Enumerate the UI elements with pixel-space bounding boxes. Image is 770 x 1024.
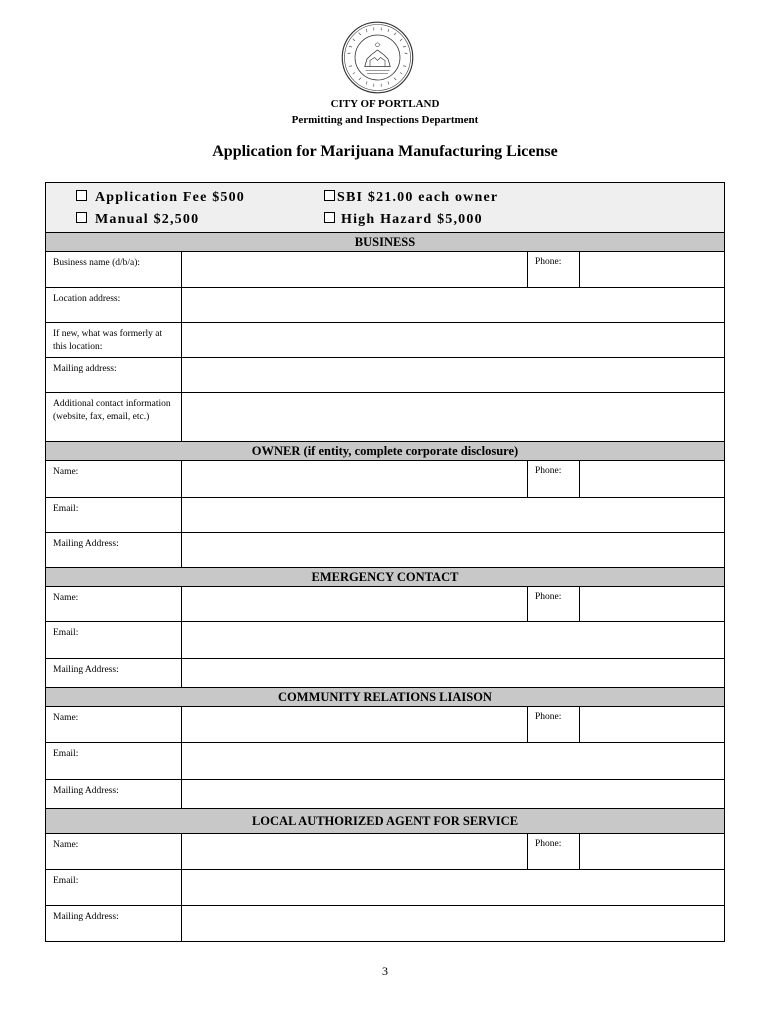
business-phone-field[interactable] (579, 252, 724, 287)
fee-option-high-hazard[interactable] (324, 212, 483, 228)
location-address-row (46, 288, 724, 323)
page-number: 3 (382, 964, 388, 978)
fee-label: SBI $21.00 each owner (337, 190, 499, 205)
owner-name-field[interactable] (182, 461, 527, 497)
agent-mailing-field[interactable] (182, 906, 724, 941)
fee-label: Application Fee $500 (95, 190, 245, 205)
section-heading-liaison: COMMUNITY RELATIONS LIAISON (46, 688, 724, 707)
business-mailing-row (46, 358, 724, 393)
section-heading-owner: OWNER (if entity, complete corporate disclosure) (46, 442, 724, 461)
emergency-name-field[interactable] (182, 587, 527, 621)
field-label: Email: (46, 743, 182, 779)
field-label: Name: (46, 834, 182, 869)
field-label: Location address: (46, 288, 182, 322)
liaison-phone-field[interactable] (579, 707, 724, 742)
fee-option-application[interactable] (76, 190, 245, 206)
owner-email-field[interactable] (182, 498, 724, 532)
fee-label: Manual $2,500 (95, 212, 200, 227)
liaison-email-row (46, 743, 724, 780)
former-use-row (46, 323, 724, 358)
field-label: Mailing Address: (46, 533, 182, 567)
field-label: Email: (46, 622, 182, 658)
field-label: Mailing address: (46, 358, 182, 392)
business-name-row (46, 252, 724, 288)
emergency-mailing-field[interactable] (182, 659, 724, 687)
section-heading-business: BUSINESS (46, 233, 724, 252)
city-name: CITY OF PORTLAND (330, 98, 440, 110)
fee-options (46, 183, 724, 233)
department-name: Permitting and Inspections Department (291, 114, 479, 126)
owner-email-row (46, 498, 724, 533)
field-label: Name: (46, 587, 182, 621)
former-use-field[interactable] (182, 323, 724, 357)
fee-option-sbi[interactable] (324, 190, 498, 206)
owner-phone-field[interactable] (579, 461, 724, 497)
emergency-phone-field[interactable] (579, 587, 724, 621)
additional-contact-field[interactable] (182, 393, 724, 441)
field-label: If new, what was formerly at this location: (46, 323, 182, 357)
field-label: Mailing Address: (46, 780, 182, 808)
liaison-mailing-row (46, 780, 724, 809)
emergency-mailing-row (46, 659, 724, 688)
field-label: Email: (46, 498, 182, 532)
checkbox-icon[interactable] (76, 190, 87, 201)
owner-mailing-row (46, 533, 724, 568)
field-label: Mailing Address: (46, 659, 182, 687)
fee-label: High Hazard $5,000 (341, 212, 483, 227)
field-label: Name: (46, 707, 182, 742)
business-mailing-field[interactable] (182, 358, 724, 392)
field-label: Name: (46, 461, 182, 497)
field-label: Phone: (527, 834, 579, 869)
agent-name-field[interactable] (182, 834, 527, 869)
field-label: Phone: (527, 461, 579, 497)
checkbox-icon[interactable] (324, 212, 335, 223)
owner-mailing-field[interactable] (182, 533, 724, 567)
page-title: Application for Marijuana Manufacturing License (212, 143, 558, 160)
liaison-name-field[interactable] (182, 707, 527, 742)
additional-contact-row (46, 393, 724, 442)
agent-email-field[interactable] (182, 870, 724, 905)
application-form (45, 182, 725, 942)
liaison-mailing-field[interactable] (182, 780, 724, 808)
agent-mailing-row (46, 906, 724, 941)
field-label: Business name (d/b/a): (46, 252, 182, 287)
agent-email-row (46, 870, 724, 906)
city-seal-icon (340, 20, 415, 95)
location-address-field[interactable] (182, 288, 724, 322)
field-label: Phone: (527, 587, 579, 621)
emergency-name-row (46, 587, 724, 622)
liaison-email-field[interactable] (182, 743, 724, 779)
field-label: Email: (46, 870, 182, 905)
owner-name-row (46, 461, 724, 498)
checkbox-icon[interactable] (76, 212, 87, 223)
liaison-name-row (46, 707, 724, 743)
agent-phone-field[interactable] (579, 834, 724, 869)
section-heading-agent: LOCAL AUTHORIZED AGENT FOR SERVICE (46, 809, 724, 834)
business-name-field[interactable] (182, 252, 527, 287)
agent-name-row (46, 834, 724, 870)
checkbox-icon[interactable] (324, 190, 335, 201)
field-label: Mailing Address: (46, 906, 182, 941)
field-label: Additional contact information (website, fax, email, etc.) (46, 393, 182, 441)
field-label: Phone: (527, 252, 579, 287)
emergency-email-field[interactable] (182, 622, 724, 658)
field-label: Phone: (527, 707, 579, 742)
emergency-email-row (46, 622, 724, 659)
section-heading-emergency: EMERGENCY CONTACT (46, 568, 724, 587)
fee-option-manual[interactable] (76, 212, 199, 228)
